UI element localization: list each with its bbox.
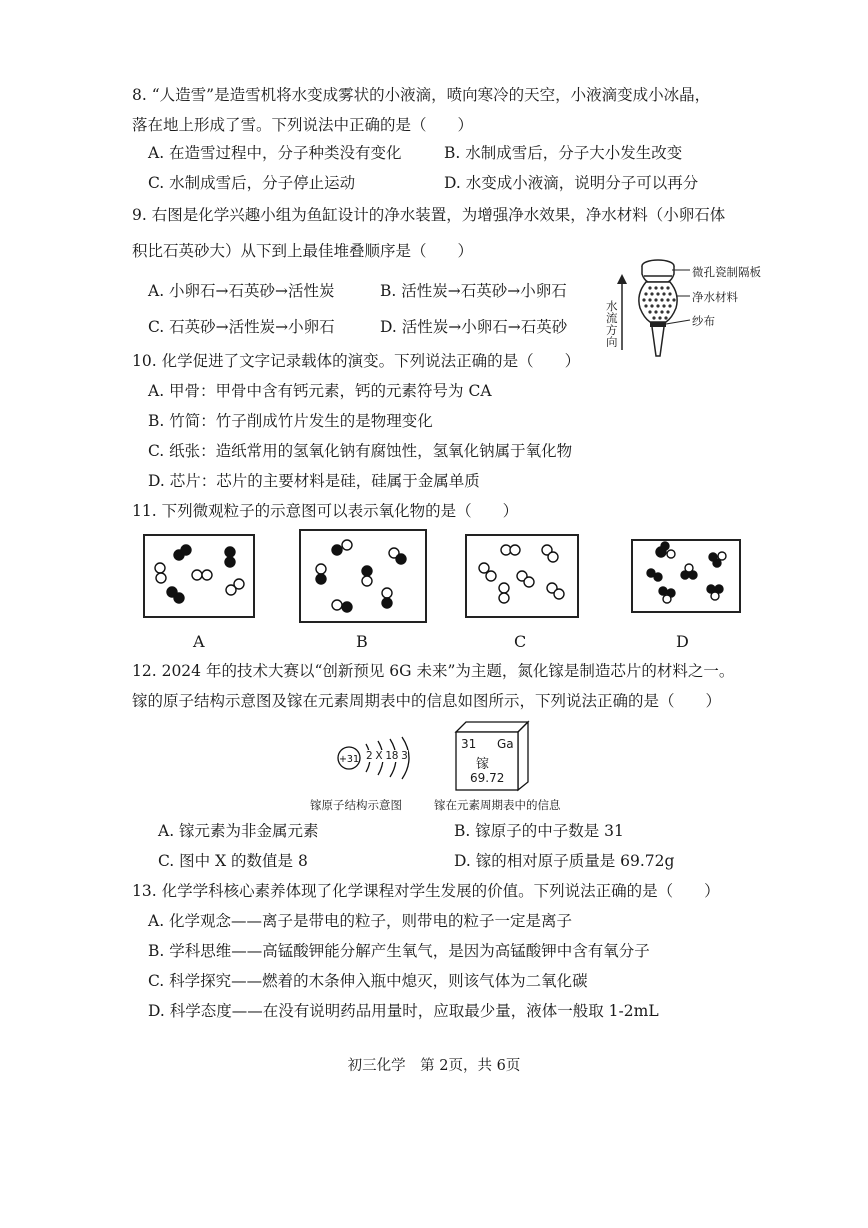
cell-atomic-mass: 69.72: [470, 771, 505, 785]
flow-char-3: 方: [606, 323, 618, 337]
filter-label-gauze: 纱布: [692, 314, 715, 328]
q13-stem: 13. 化学学科核心素养体现了化学课程对学生发展的价值。下列说法正确的是（ ）: [132, 882, 720, 900]
q12-option-b: B. 镓原子的中子数是 31: [454, 822, 624, 840]
q13-option-d: D. 科学态度——在没有说明药品用量时，应取最少量，液体一般取 1-2mL: [148, 1002, 659, 1020]
q13-option-b: B. 学科思维——高锰酸钾能分解产生氧气，是因为高锰酸钾中含有氧分子: [148, 942, 650, 960]
q10-option-a: A. 甲骨：甲骨中含有钙元素，钙的元素符号为 CA: [148, 382, 492, 400]
flow-char-4: 向: [606, 335, 618, 349]
q10-option-d: D. 芯片：芯片的主要材料是硅，硅属于金属单质: [148, 472, 480, 490]
filter-label-material: 净水材料: [692, 290, 738, 304]
particle-box-b: [299, 529, 427, 623]
q10-option-c: C. 纸张：造纸常用的氢氧化钠有腐蚀性，氢氧化钠属于氧化物: [148, 442, 573, 460]
q9-stem-line2: 积比石英砂大）从下到上最佳堆叠顺序是（ ）: [132, 242, 474, 260]
flow-direction-label: [606, 300, 618, 348]
particle-box-d: [631, 539, 741, 613]
atom-nucleus-charge: +31: [338, 754, 360, 765]
flow-char-2: 流: [606, 311, 618, 325]
q8-option-c: C. 水制成雪后，分子停止运动: [148, 174, 356, 192]
cell-atomic-number: 31: [461, 737, 477, 751]
caption-atom-structure: 镓原子结构示意图: [310, 798, 402, 812]
caption-periodic-cell: 镓在元素周期表中的信息: [434, 798, 561, 812]
page-footer: 初三化学 第 2页，共 6页: [347, 1058, 521, 1074]
box-label-b: B: [356, 632, 368, 651]
q8-stem-line2: 落在地上形成了雪。下列说法中正确的是（ ）: [132, 116, 474, 134]
q13-option-a: A. 化学观念——离子是带电的粒子，则带电的粒子一定是离子: [148, 912, 573, 930]
q8-option-a: A. 在造雪过程中，分子种类没有变化: [148, 144, 402, 162]
q9-option-b: B. 活性炭→石英砂→小卵石: [380, 282, 567, 300]
q8-option-b: B. 水制成雪后，分子大小发生改变: [444, 144, 683, 162]
flow-char-1: 水: [606, 299, 618, 313]
q9-option-a: A. 小卵石→石英砂→活性炭: [148, 282, 335, 300]
atom-shell-electrons: 2 X 18 3: [366, 750, 408, 762]
box-label-c: C: [514, 632, 527, 651]
q10-option-b: B. 竹简：竹子削成竹片发生的是物理变化: [148, 412, 433, 430]
q10-stem: 10. 化学促进了文字记录载体的演变。下列说法正确的是（ ）: [132, 352, 581, 370]
q9-option-d: D. 活性炭→小卵石→石英砂: [380, 318, 568, 336]
filter-label-plate: 微孔瓷制隔板: [692, 265, 761, 279]
q12-stem-line2: 镓的原子结构示意图及镓在元素周期表中的信息如图所示，下列说法正确的是（ ）: [132, 692, 722, 710]
box-label-d: D: [676, 632, 689, 651]
box-label-a: A: [193, 632, 205, 651]
q12-option-c: C. 图中 X 的数值是 8: [158, 852, 308, 870]
q9-option-c: C. 石英砂→活性炭→小卵石: [148, 318, 335, 336]
q8-stem-line1: 8. “人造雪”是造雪机将水变成雾状的小液滴，喷向寒冷的天空，小液滴变成小冰晶，: [132, 86, 711, 104]
cell-element-name: 镓: [476, 757, 490, 772]
q11-stem: 11. 下列微观粒子的示意图可以表示氧化物的是（ ）: [132, 502, 519, 520]
q12-option-a: A. 镓元素为非金属元素: [158, 822, 319, 840]
particle-box-a: [143, 534, 255, 618]
q9-stem-line1: 9. 右图是化学兴趣小组为鱼缸设计的净水装置，为增强净水效果，净水材料（小卵石体: [132, 206, 726, 224]
q13-option-c: C. 科学探究——燃着的木条伸入瓶中熄灭，则该气体为二氧化碳: [148, 972, 588, 990]
cell-symbol: Ga: [497, 737, 514, 751]
q8-option-d: D. 水变成小液滴，说明分子可以再分: [444, 174, 699, 192]
q12-option-d: D. 镓的相对原子质量是 69.72g: [454, 852, 675, 870]
q12-stem-line1: 12. 2024 年的技术大赛以“创新预见 6G 未来”为主题，氮化镓是制造芯片的材料之一。: [132, 662, 735, 680]
particle-box-c: [465, 534, 579, 618]
